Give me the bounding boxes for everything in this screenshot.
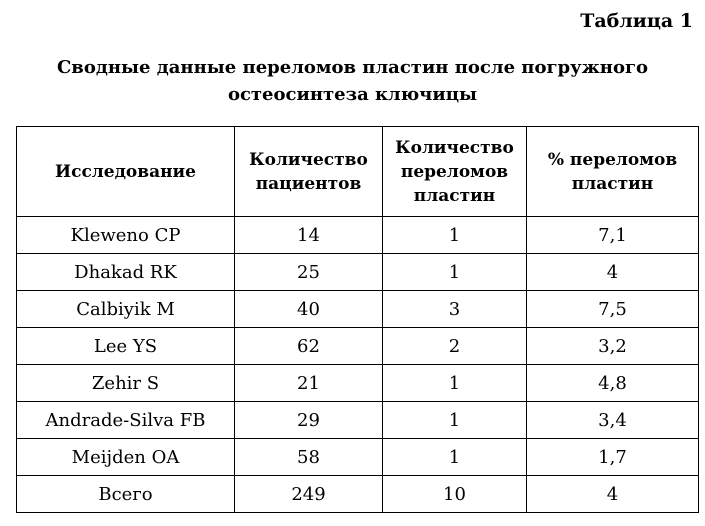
header-line: Количество	[249, 149, 368, 170]
cell-percent: 4,8	[527, 365, 699, 402]
cell-patients: 21	[235, 365, 383, 402]
cell-fractures: 3	[383, 291, 527, 328]
cell-fractures: 1	[383, 439, 527, 476]
table-row	[17, 365, 699, 402]
cell-study: Всего	[17, 476, 235, 513]
header-line: пациентов	[255, 173, 362, 194]
table-header-row	[17, 127, 699, 217]
header-fracture-percent	[527, 127, 699, 217]
cell-patients: 58	[235, 439, 383, 476]
table-row	[17, 402, 699, 439]
cell-patients: 62	[235, 328, 383, 365]
cell-study: Dhakad RK	[17, 254, 235, 291]
caption-line: Сводные данные переломов пластин после погружного	[56, 57, 649, 78]
header-line: % переломов	[547, 149, 678, 170]
cell-percent: 1,7	[527, 439, 699, 476]
cell-study: Calbiyik M	[17, 291, 235, 328]
cell-percent: 4	[527, 254, 699, 291]
cell-patients: 25	[235, 254, 383, 291]
table-row	[17, 291, 699, 328]
header-line: переломов	[400, 161, 509, 182]
cell-fractures: 10	[383, 476, 527, 513]
header-plate-fractures	[383, 127, 527, 217]
caption-line: остеосинтеза ключицы	[227, 84, 478, 105]
cell-percent: 7,1	[527, 217, 699, 254]
table-row	[17, 439, 699, 476]
cell-patients: 40	[235, 291, 383, 328]
cell-patients: 249	[235, 476, 383, 513]
cell-patients: 29	[235, 402, 383, 439]
cell-study: Kleweno CP	[17, 217, 235, 254]
fracture-data-table	[16, 126, 699, 513]
cell-fractures: 1	[383, 365, 527, 402]
cell-percent: 4	[527, 476, 699, 513]
cell-fractures: 1	[383, 254, 527, 291]
cell-patients: 14	[235, 217, 383, 254]
cell-percent: 3,2	[527, 328, 699, 365]
table-row	[17, 328, 699, 365]
cell-study: Zehir S	[17, 365, 235, 402]
cell-study: Lee YS	[17, 328, 235, 365]
header-line: пластин	[413, 185, 496, 206]
cell-percent: 3,4	[527, 402, 699, 439]
table-caption	[0, 54, 705, 108]
table-number-label: Таблица 1	[580, 10, 693, 32]
cell-study: Andrade-Silva FB	[17, 402, 235, 439]
header-study	[17, 127, 235, 217]
header-line: Исследование	[55, 161, 196, 182]
cell-percent: 7,5	[527, 291, 699, 328]
table-row	[17, 254, 699, 291]
header-line: Количество	[395, 137, 514, 158]
cell-fractures: 2	[383, 328, 527, 365]
cell-fractures: 1	[383, 217, 527, 254]
table-total-row	[17, 476, 699, 513]
table-row	[17, 217, 699, 254]
cell-fractures: 1	[383, 402, 527, 439]
cell-study: Meijden OA	[17, 439, 235, 476]
header-patients	[235, 127, 383, 217]
header-line: пластин	[571, 173, 654, 194]
